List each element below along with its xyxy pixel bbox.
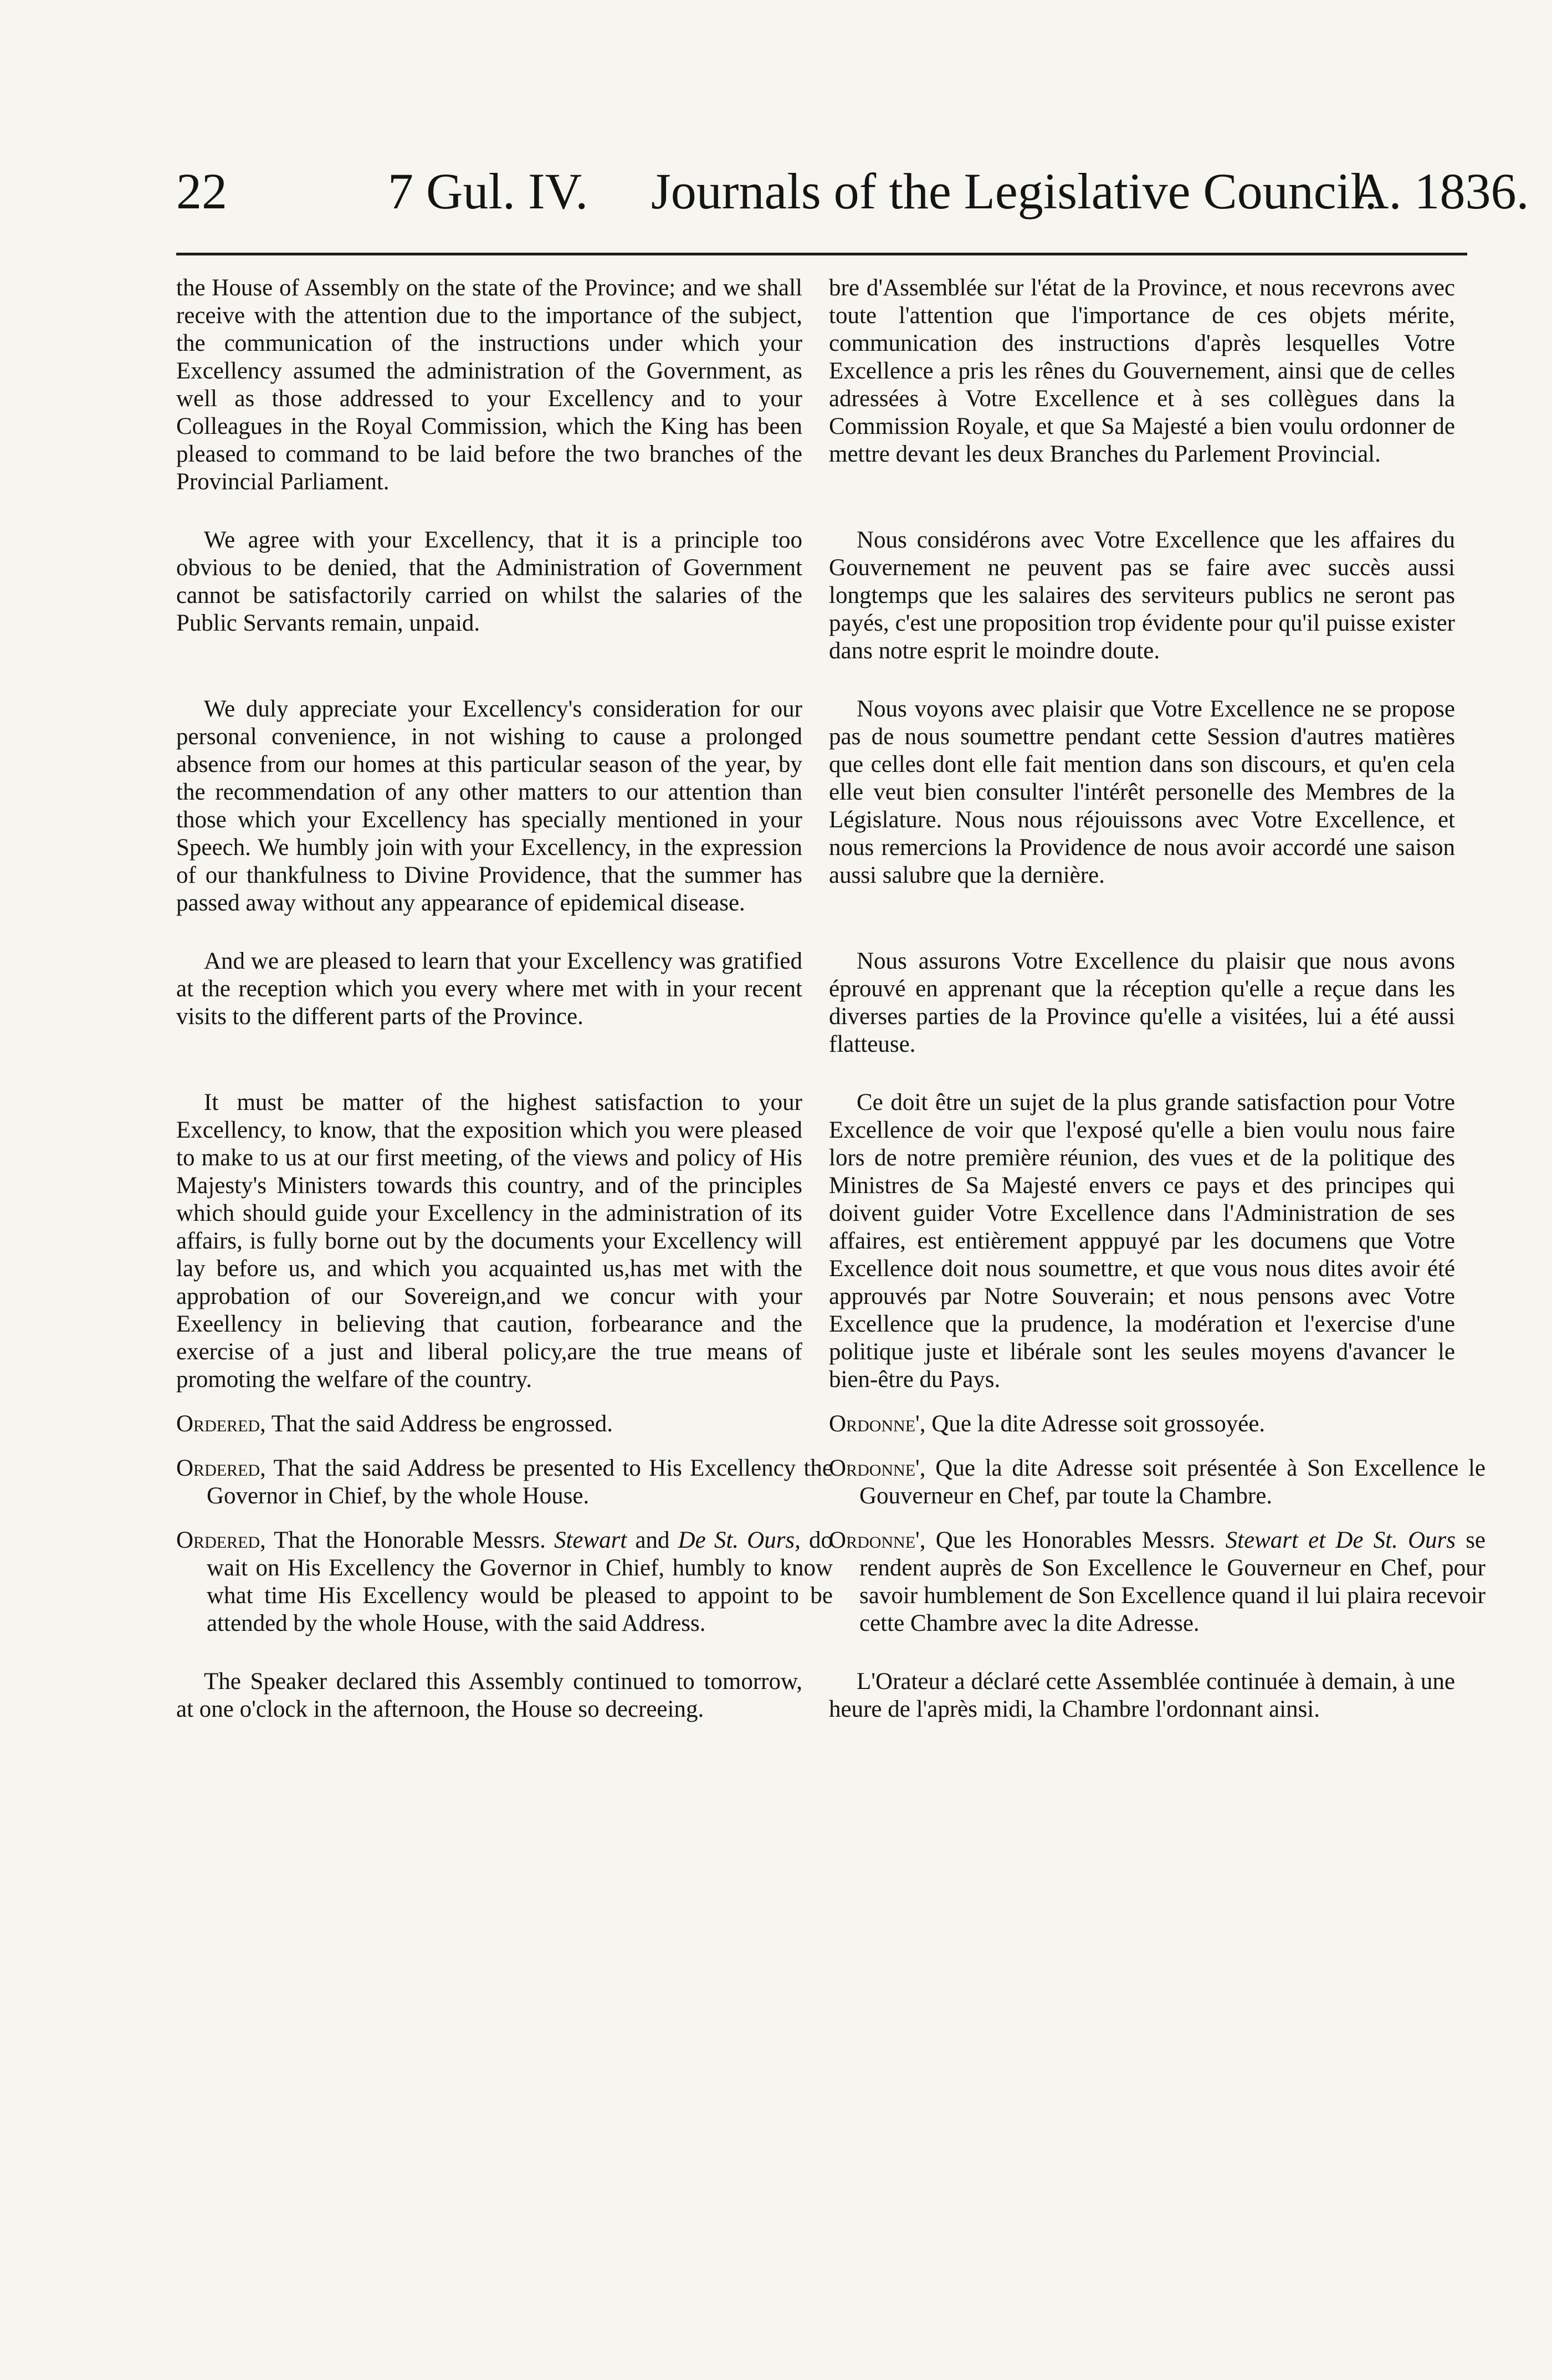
- french-paragraph-2: Nous considérons avec Votre Excellence que les affaires du Gouvernement ne peuvent pas se faire avec succès aussi longtemps que les salaires des serviteurs publics ne seront pas payés, c'est une proposition trop évidente pour qu'il puisse exister dans notre esprit le moindre doute.: [829, 527, 1455, 664]
- page-number: 22: [176, 163, 227, 219]
- regnal-year: 7 Gul. IV.: [388, 163, 588, 219]
- two-column-body: [176, 274, 1486, 2325]
- english-paragraph-3: We duly appreciate your Excellency's consideration for our personal convenience, in not wishing to cause a prolonged absence from our homes at this particular season of the year, by the recommendation of any other matters to our attention than those which your Excellency has specially mentioned in your Speech. We humbly join with your Excellency, in the expression of our thankfulness to Divine Providence, that the summer has passed away without any appearance of epidemical disease.: [176, 696, 802, 916]
- order-label: Ordonne',: [829, 1411, 926, 1437]
- french-paragraph-4: Nous assurons Votre Excellence du plaisir que nous avons éprouvé en apprenant que la réception qu'elle a reçue dans les diverses parties de la Province qu'elle a visitées, lui a été aussi flatteuse.: [829, 948, 1455, 1057]
- english-paragraph-1: the House of Assembly on the state of the Province; and we shall receive with the attention due to the importance of the subject, the communication of the instructions under which your Excellency assumed the administration of the Government, as well as those addressed to your Excellency and to your Colleagues in the Royal Commission, which the King has been pleased to command to be laid before the two branches of the Provincial Parliament.: [176, 275, 802, 495]
- order-text: That the Honorable Messrs.: [274, 1527, 546, 1553]
- order-text: Que les Honorables Messrs.: [935, 1527, 1216, 1553]
- english-paragraph-5: It must be matter of the highest satisfaction to your Excellency, to know, that the exposition which you were pleased to make to us at our first meeting, of the views and policy of His Majesty's Ministers towards this country, and of the principles which should guide your Excellency in the administration of its affairs, is fully borne out by the documents your Excellency will lay before us, and which you acquainted us,has met with the approbation of our Sovereign,and we concur with your Exeellency in believing that caution, forbearance and the exercise of a just and liberal policy,are the true means of promoting the welfare of the country.: [176, 1089, 802, 1393]
- running-header: [0, 161, 1552, 222]
- order-text: do wait on His Excellency the Governor in Chief, humbly to know what time His Excellency would be pleased to appoint to be attended by the whole House, with the said Address.: [207, 1527, 833, 1636]
- calendar-year: A. 1836.: [1352, 163, 1529, 219]
- english-order-1: [176, 1410, 833, 1438]
- order-label: Ordered,: [176, 1411, 266, 1437]
- order-label: Ordonne',: [829, 1527, 926, 1553]
- member-name: Stewart: [554, 1527, 627, 1553]
- english-order-3: [176, 1527, 833, 1637]
- order-text: That the said Address be presented to His Excellency the Governor in Chief, by the whole House.: [207, 1455, 833, 1509]
- order-label: Ordered,: [176, 1527, 266, 1553]
- english-paragraph-4: And we are pleased to learn that your Excellency was gratified at the reception which you every where met with in your recent visits to the different parts of the Province.: [176, 948, 802, 1030]
- english-order-2: [176, 1455, 833, 1510]
- journal-title: Journals of the Legislative Council.: [651, 163, 1377, 219]
- order-text: se rendent auprès de Son Excellence le Gouverneur en Chef, pour savoir humblement de Son Excellence quand il lui plaira recevoir cette Chambre avec la dite Adresse.: [859, 1527, 1486, 1636]
- french-paragraph-1: bre d'Assemblée sur l'état de la Province, et nous recevrons avec toute l'attention que l'importance de ces objets mérite, communication des instructions d'après lesquelles Votre Excellence a pris les rênes du Gouvernement, ainsi que de celles adressées à Votre Excellence et à ses collègues dans la Commission Royale, et que Sa Majesté a bien voulu ordonner de mettre devant les deux Branches du Parlement Provincial.: [829, 275, 1455, 467]
- order-text: and: [635, 1527, 670, 1553]
- english-paragraph-6: The Speaker declared this Assembly continued to tomorrow, at one o'clock in the afternoon, the House so decreeing.: [176, 1668, 802, 1722]
- order-text: That the said Address be engrossed.: [271, 1411, 613, 1437]
- french-order-2: [829, 1455, 1486, 1510]
- french-paragraph-3: Nous voyons avec plaisir que Votre Excellence ne se propose pas de nous soumettre pendant cette Session d'autres matières que celles dont elle fait mention dans son discours, et qu'en cela elle veut bien consulter l'intérêt personelle des Membres de la Législature. Nous nous réjouissons avec Votre Excellence, et nous remercions la Providence de nous avoir accordé une saison aussi salubre que la dernière.: [829, 696, 1455, 888]
- order-label: Ordered,: [176, 1455, 266, 1481]
- order-text: Que la dite Adresse soit présentée à Son Excellence le Gouverneur en Chef, par toute la Chambre.: [859, 1455, 1486, 1509]
- order-text: Que la dite Adresse soit grossoyée.: [931, 1411, 1266, 1437]
- english-paragraph-2: We agree with your Excellency, that it is a principle too obvious to be denied, that the Administration of Government cannot be satisfactorily carried on whilst the salaries of the Public Servants remain, unpaid.: [176, 527, 802, 636]
- member-name: Stewart et De St. Ours: [1225, 1527, 1456, 1553]
- member-name: De St. Ours,: [678, 1527, 801, 1553]
- french-order-1: [829, 1410, 1486, 1438]
- french-order-3: [829, 1527, 1486, 1637]
- order-label: Ordonne',: [829, 1455, 926, 1481]
- french-paragraph-5: Ce doit être un sujet de la plus grande satisfaction pour Votre Excellence de voir que l'exposé qu'elle a bien voulu nous faire lors de notre première réunion, des vues et de la politique des Ministres de Sa Majesté envers ce pays et des principes qui doivent guider Votre Excellence dans l'Administration de ses affaires, est entièrement apppuyé par les documens que Votre Excellence doit nous soumettre, et que vous nous dites avoir été approuvés par Notre Souverain; et nous pensons avec Votre Excellence que la prudence, la modération et l'exercise d'une politique juste et libérale sont les seules moyens d'avancer le bien-être du Pays.: [829, 1089, 1455, 1393]
- french-paragraph-6: L'Orateur a déclaré cette Assemblée continuée à demain, à une heure de l'après midi, la Chambre l'ordonnant ainsi.: [829, 1668, 1455, 1722]
- header-rule: [176, 253, 1467, 255]
